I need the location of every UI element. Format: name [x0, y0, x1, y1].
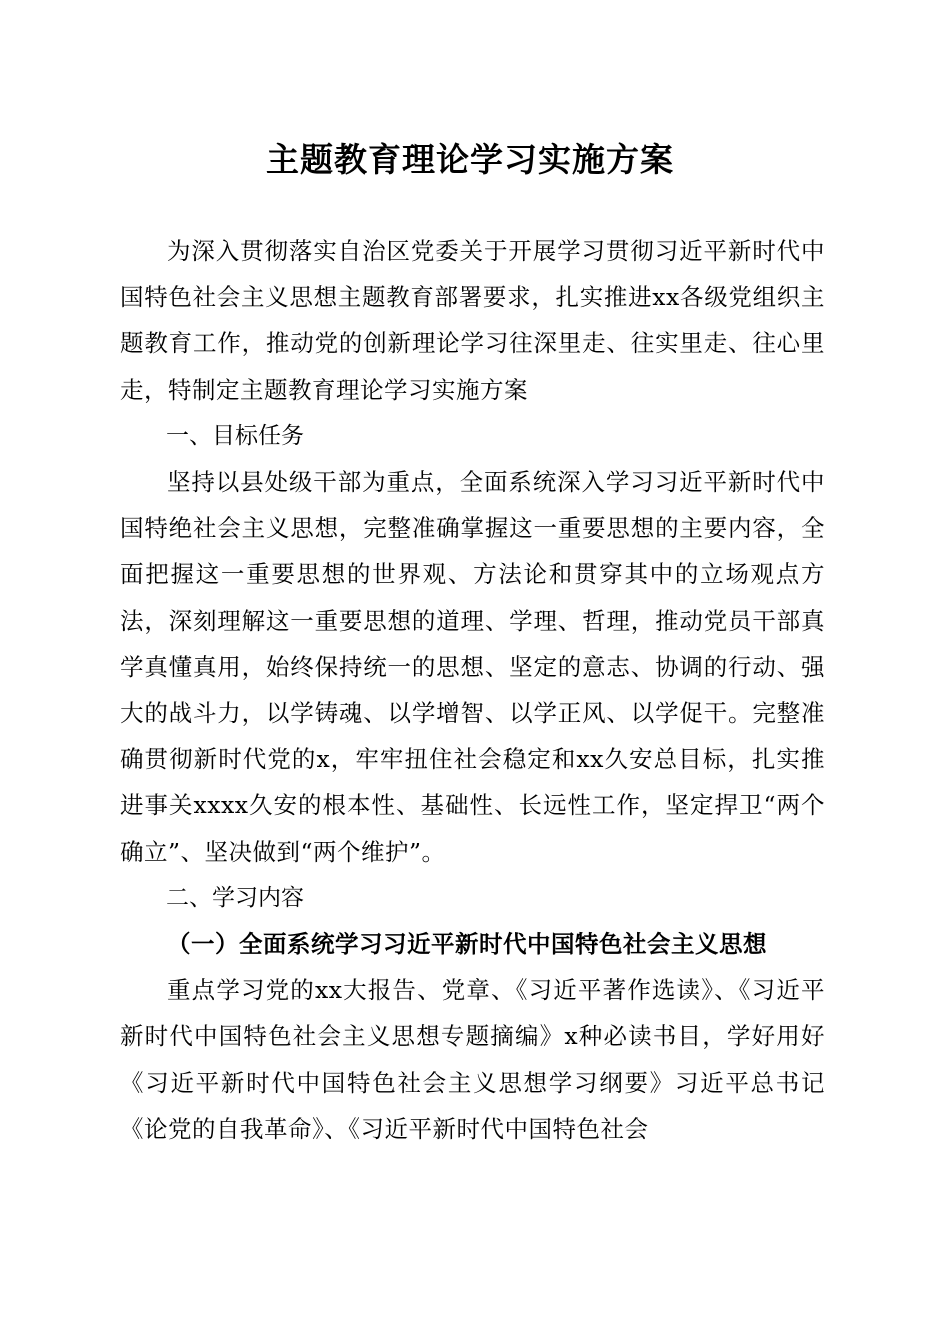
section-1-paragraph: 坚持以县处级干部为重点，全面系统深入学习习近平新时代中国特绝社会主义思想，完整准确掌握这一重要思想的主要内容，全面把握这一重要思想的世界观、方法论和贯穿其中的立场观点方法，深刻理解这一重要思想的道理、学理、哲理，推动党员干部真学真懂真用，始终保持统一的思想、坚定的意志、协调的行动、强大的战斗力，以学铸魂、以学增智、以学正风、以学促干。完整准确贯彻新时代党的x，牢牢扭住社会稳定和xx久安总目标，扎实推进事关xxxx久安的根本性、基础性、长远性工作，坚定捍卫“两个确立”、坚决做到“两个维护”。: [120, 468, 825, 866]
document-body: [120, 228, 825, 1152]
document-title: 主题教育理论学习实施方案: [266, 140, 674, 179]
section-1-heading: 一、目标任务: [166, 422, 304, 449]
section-2-subheading: （一）全面系统学习习近平新时代中国特色社会主义思想: [167, 930, 767, 959]
intro-paragraph: 为深入贯彻落实自治区党委关于开展学习贯彻习近平新时代中国特色社会主义思想主题教育部署要求，扎实推进xx各级党组织主题教育工作，推动党的创新理论学习往深里走、往实里走、往心里走，特制定主题教育理论学习实施方案: [120, 237, 825, 404]
section-2-paragraph: 重点学习党的xx大报告、党章、《习近平著作选读》、《习近平新时代中国特色社会主义思想专题摘编》x种必读书目，学好用好《习近平新时代中国特色社会主义思想学习纲要》习近平总书记《论党的自我革命》、《习近平新时代中国特色社会: [120, 976, 825, 1143]
section-2-heading: 二、学习内容: [166, 884, 304, 911]
